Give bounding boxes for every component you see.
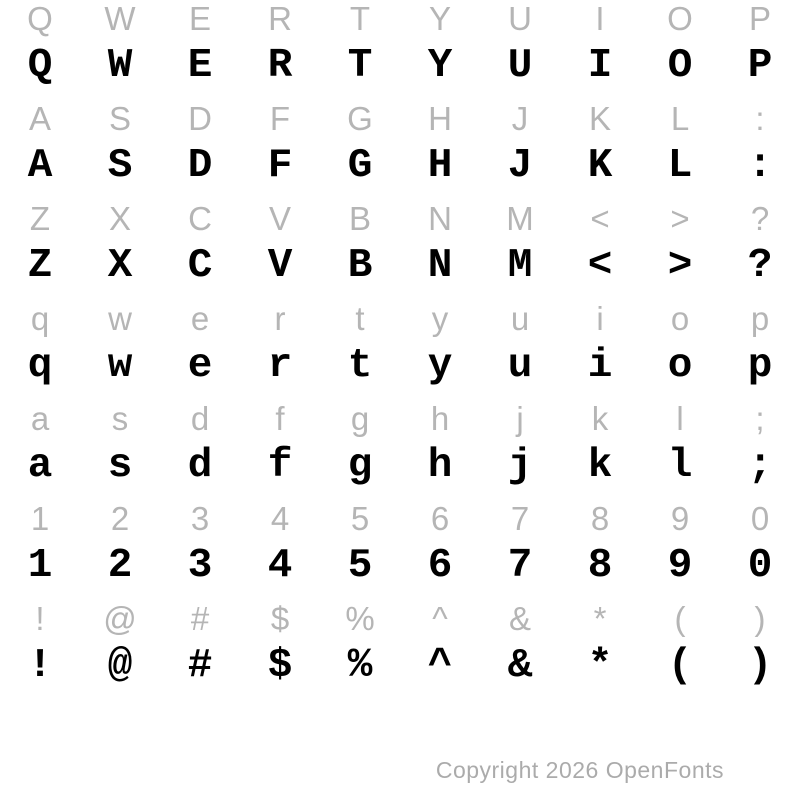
specimen-glyph: h (427, 442, 453, 489)
specimen-glyph: 4 (267, 542, 293, 589)
preview-glyph: F (269, 100, 291, 137)
specimen-glyph: I (587, 42, 613, 89)
preview-glyph: K (588, 100, 611, 137)
specimen-glyph: J (507, 142, 533, 189)
glyph-row-pair-uppercase-home (0, 100, 800, 200)
specimen-row-lowercase-home (0, 437, 800, 500)
preview-glyph: r (274, 300, 286, 337)
glyph-row-pair-uppercase-bottom (0, 200, 800, 300)
preview-glyph: h (430, 400, 450, 437)
preview-glyph: # (190, 600, 210, 637)
specimen-glyph: Q (27, 42, 53, 89)
preview-glyph: B (348, 200, 371, 237)
glyph-row-pair-symbols (0, 600, 800, 700)
preview-glyph: R (268, 0, 292, 37)
preview-glyph: V (268, 200, 291, 237)
preview-glyph: t (355, 300, 365, 337)
preview-glyph: < (590, 200, 610, 237)
preview-glyph: M (506, 200, 534, 237)
preview-glyph: Y (428, 0, 451, 37)
specimen-glyph: k (587, 442, 613, 489)
specimen-row-symbols (0, 637, 800, 700)
specimen-glyph: q (27, 342, 53, 389)
preview-row-symbols (0, 600, 800, 637)
preview-glyph: * (593, 600, 607, 637)
specimen-glyph: X (107, 242, 133, 289)
specimen-glyph: 1 (27, 542, 53, 589)
preview-glyph: w (108, 300, 132, 337)
specimen-glyph: D (187, 142, 213, 189)
preview-glyph: ? (750, 200, 770, 237)
specimen-glyph: Y (427, 42, 453, 89)
preview-glyph: u (510, 300, 530, 337)
preview-glyph: X (108, 200, 131, 237)
glyph-row-pair-lowercase-top (0, 300, 800, 400)
specimen-glyph: y (427, 342, 453, 389)
preview-glyph: e (190, 300, 210, 337)
preview-glyph: & (508, 600, 531, 637)
preview-glyph: ; (755, 400, 765, 437)
specimen-glyph: 5 (347, 542, 373, 589)
specimen-glyph: H (427, 142, 453, 189)
specimen-glyph: N (427, 242, 453, 289)
specimen-glyph: E (187, 42, 213, 89)
specimen-glyph: a (27, 442, 53, 489)
specimen-glyph: w (107, 342, 133, 389)
specimen-glyph: B (347, 242, 373, 289)
preview-glyph: H (428, 100, 452, 137)
specimen-glyph: & (507, 642, 533, 689)
preview-glyph: 7 (510, 500, 530, 537)
specimen-glyph: G (347, 142, 373, 189)
specimen-glyph: ( (667, 642, 693, 689)
specimen-glyph: f (267, 442, 293, 489)
specimen-glyph: ! (27, 642, 53, 689)
preview-glyph: 3 (190, 500, 210, 537)
specimen-row-uppercase-home (0, 137, 800, 200)
specimen-glyph: s (107, 442, 133, 489)
preview-glyph: % (345, 600, 375, 637)
specimen-glyph: M (507, 242, 533, 289)
glyph-row-pair-digits (0, 500, 800, 600)
specimen-glyph: d (187, 442, 213, 489)
specimen-glyph: W (107, 42, 133, 89)
preview-glyph: 2 (110, 500, 130, 537)
specimen-glyph: R (267, 42, 293, 89)
specimen-glyph: A (27, 142, 53, 189)
preview-glyph: @ (103, 600, 137, 637)
preview-glyph: k (591, 400, 609, 437)
specimen-glyph: < (587, 242, 613, 289)
specimen-row-uppercase-bottom (0, 237, 800, 300)
specimen-glyph: ? (747, 242, 773, 289)
specimen-glyph: r (267, 342, 293, 389)
preview-glyph: G (347, 100, 373, 137)
copyright-text: Copyright 2026 OpenFonts (435, 757, 724, 783)
preview-glyph: I (595, 0, 605, 37)
preview-glyph: q (30, 300, 50, 337)
preview-glyph: W (104, 0, 136, 37)
preview-glyph: f (275, 400, 285, 437)
specimen-glyph: 3 (187, 542, 213, 589)
preview-glyph: T (349, 0, 371, 37)
preview-glyph: P (748, 0, 771, 37)
preview-glyph: > (670, 200, 690, 237)
preview-glyph: s (111, 400, 129, 437)
specimen-glyph: S (107, 142, 133, 189)
preview-glyph: o (670, 300, 690, 337)
specimen-glyph: e (187, 342, 213, 389)
specimen-glyph: O (667, 42, 693, 89)
preview-glyph: l (676, 400, 684, 437)
preview-glyph: i (596, 300, 604, 337)
preview-glyph: y (431, 300, 449, 337)
specimen-glyph: i (587, 342, 613, 389)
specimen-glyph: l (667, 442, 693, 489)
specimen-glyph: g (347, 442, 373, 489)
preview-row-lowercase-top (0, 300, 800, 337)
specimen-glyph: K (587, 142, 613, 189)
specimen-glyph: > (667, 242, 693, 289)
specimen-glyph: 2 (107, 542, 133, 589)
preview-row-digits (0, 500, 800, 537)
specimen-glyph: ^ (427, 642, 453, 689)
preview-glyph: a (30, 400, 50, 437)
specimen-row-lowercase-top (0, 337, 800, 400)
preview-glyph: ) (754, 600, 766, 637)
specimen-glyph: F (267, 142, 293, 189)
preview-glyph: L (670, 100, 690, 137)
specimen-row-uppercase-top (0, 37, 800, 100)
specimen-glyph: # (187, 642, 213, 689)
preview-glyph: 5 (350, 500, 370, 537)
preview-glyph: ^ (432, 600, 448, 637)
specimen-glyph: L (667, 142, 693, 189)
preview-row-uppercase-home (0, 100, 800, 137)
preview-glyph: Z (29, 200, 51, 237)
preview-glyph: j (516, 400, 524, 437)
specimen-glyph: : (747, 142, 773, 189)
preview-glyph: ( (674, 600, 686, 637)
specimen-glyph: C (187, 242, 213, 289)
specimen-glyph: * (587, 642, 613, 689)
specimen-glyph: u (507, 342, 533, 389)
preview-glyph: C (188, 200, 212, 237)
specimen-glyph: 0 (747, 542, 773, 589)
specimen-glyph: 7 (507, 542, 533, 589)
preview-glyph: Q (27, 0, 53, 37)
specimen-glyph: % (347, 642, 373, 689)
preview-glyph: g (350, 400, 370, 437)
specimen-row-digits (0, 537, 800, 600)
specimen-glyph: 9 (667, 542, 693, 589)
specimen-glyph: 6 (427, 542, 453, 589)
preview-row-uppercase-bottom (0, 200, 800, 237)
preview-glyph: U (508, 0, 532, 37)
specimen-glyph: t (347, 342, 373, 389)
preview-glyph: 4 (270, 500, 290, 537)
specimen-glyph: ; (747, 442, 773, 489)
preview-glyph: S (108, 100, 131, 137)
preview-glyph: 1 (30, 500, 50, 537)
specimen-glyph: j (507, 442, 533, 489)
specimen-glyph: Z (27, 242, 53, 289)
preview-glyph: A (28, 100, 51, 137)
specimen-glyph: P (747, 42, 773, 89)
preview-glyph: 9 (670, 500, 690, 537)
preview-glyph: J (511, 100, 529, 137)
preview-glyph: N (428, 200, 452, 237)
preview-row-lowercase-home (0, 400, 800, 437)
specimen-glyph: T (347, 42, 373, 89)
preview-glyph: d (190, 400, 210, 437)
preview-glyph: 0 (750, 500, 770, 537)
specimen-glyph: ) (747, 642, 773, 689)
specimen-glyph: $ (267, 642, 293, 689)
preview-glyph: D (188, 100, 212, 137)
preview-glyph: 8 (590, 500, 610, 537)
preview-glyph: $ (270, 600, 290, 637)
specimen-glyph: p (747, 342, 773, 389)
preview-glyph: 6 (430, 500, 450, 537)
preview-glyph: : (755, 100, 765, 137)
preview-row-uppercase-top (0, 0, 800, 37)
specimen-glyph: 8 (587, 542, 613, 589)
preview-glyph: p (750, 300, 770, 337)
specimen-glyph: V (267, 242, 293, 289)
glyph-row-pair-uppercase-top (0, 0, 800, 100)
specimen-glyph: U (507, 42, 533, 89)
preview-glyph: ! (35, 600, 45, 637)
preview-glyph: E (188, 0, 211, 37)
glyph-row-pair-lowercase-home (0, 400, 800, 500)
preview-glyph: O (667, 0, 693, 37)
specimen-glyph: @ (107, 642, 133, 689)
specimen-glyph: o (667, 342, 693, 389)
